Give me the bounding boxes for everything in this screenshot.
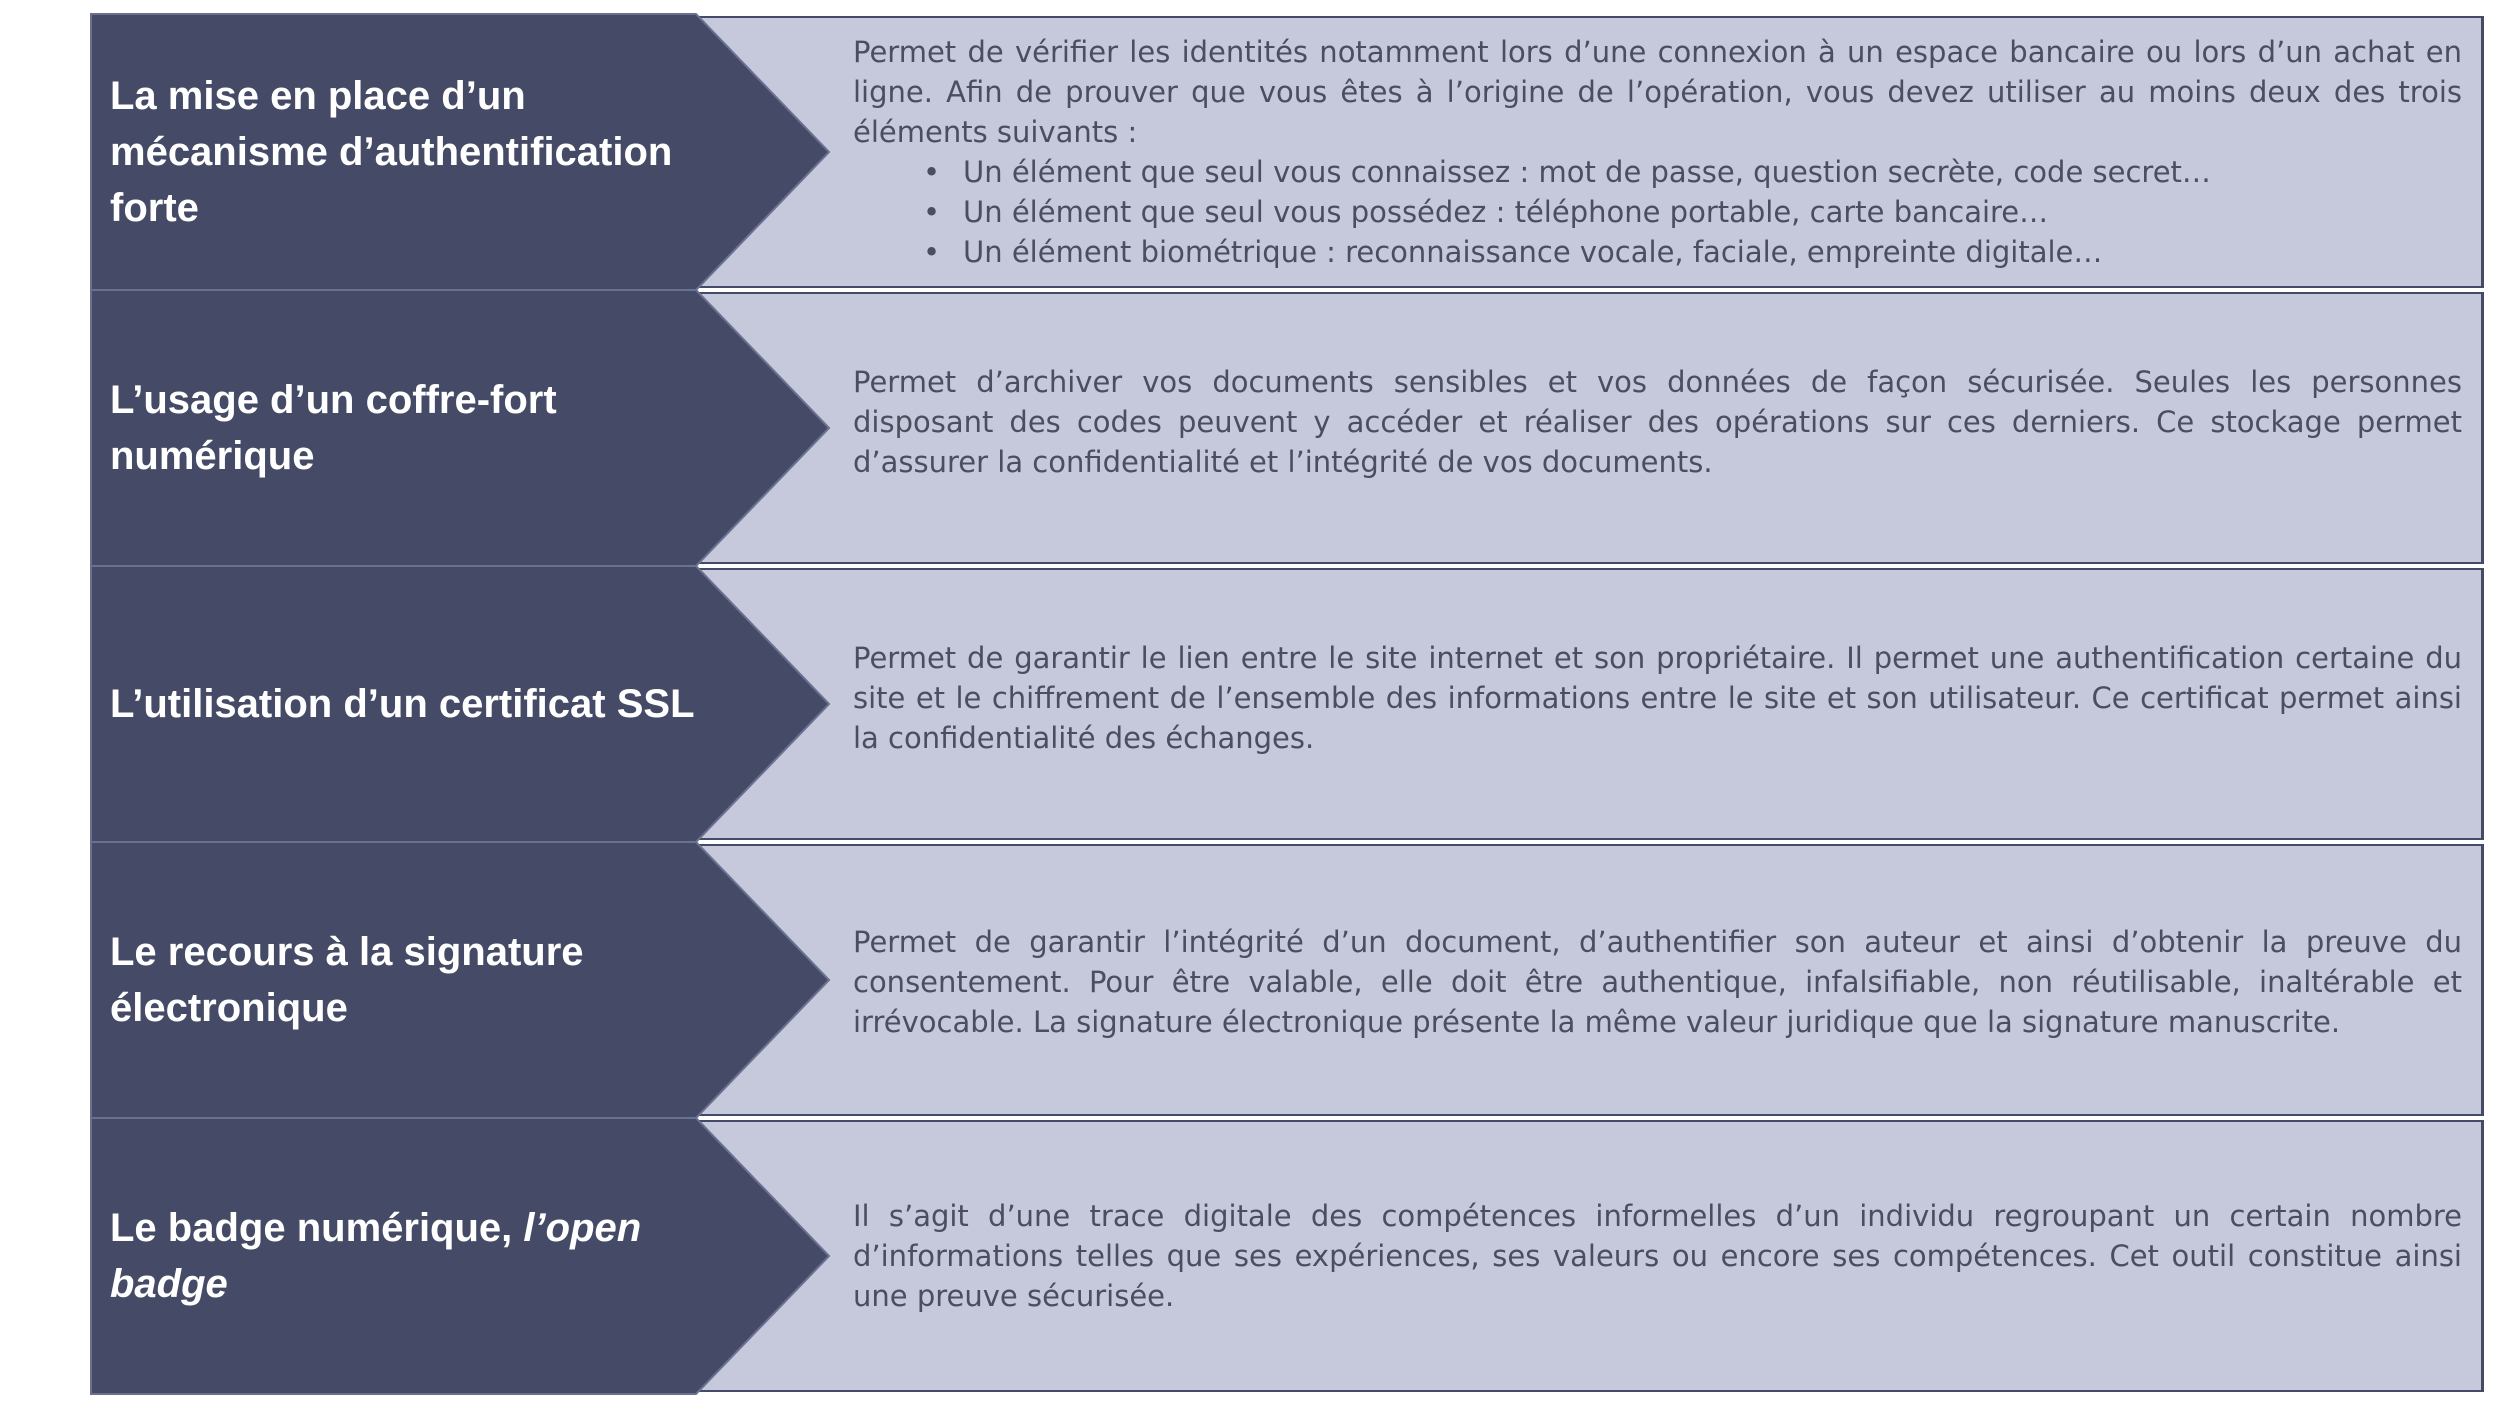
title-italic: l’open badge xyxy=(110,1206,642,1306)
row-description: Il s’agit d’une trace digitale des compétences informelles d’un individu regroupant un certain nombre d’informations telles que ses expériences, ses valeurs ou encore ses compétences. Cet outil constitue ainsi une preuve sécurisée. xyxy=(853,1199,2462,1313)
row-title: L’usage d’un coffre-fort numérique xyxy=(110,378,557,478)
row-description: Permet de garantir l’intégrité d’un document, d’authentifier son auteur et ainsi d’obtenir la preuve du consentement. Pour être valable, elle doit être authentique, infalsifiable, non réutilisable, inaltérable et irrévocable. La signature électronique présente la même valeur juridique que la signature manuscrite. xyxy=(853,925,2462,1039)
row-title: L’utilisation d’un certificat SSL xyxy=(110,682,695,726)
table-row xyxy=(91,290,2484,566)
row-description: Permet de garantir le lien entre le site internet et son propriétaire. Il permet une authentification certaine du site et le chiffrement de l’ensemble des informations entre le site et son utilisateur. Ce certificat permet ainsi la confidentialité des échanges. xyxy=(853,641,2462,755)
bullet-list xyxy=(853,152,2462,272)
list-item: • Un élément que seul vous possédez : téléphone portable, carte bancaire… xyxy=(963,192,2462,232)
list-item: • Un élément que seul vous connaissez : mot de passe, question secrète, code secret… xyxy=(963,152,2462,192)
table-row xyxy=(91,1118,2484,1394)
row-description: Permet de vérifier les identités notamment lors d’une connexion à un espace bancaire ou lors d’un achat en ligne. Afin de prouver que vous êtes à l’origine de l’opération, vous devez utiliser au moins deux des trois éléments suivants : • Un élément que seul vous connaissez : mot de passe, question secrète, code secret… • Un élément que seul vous possédez : téléphone portable, carte bancaire… • Un élément biométrique : reconnaissance vocale, faciale, empreinte digitale… xyxy=(853,14,2462,290)
table-row xyxy=(91,566,2484,842)
row-title: Le recours à la signature électronique xyxy=(110,930,584,1030)
list-item: • Un élément biométrique : reconnaissance vocale, faciale, empreinte digitale… xyxy=(963,232,2462,272)
row-description: Permet d’archiver vos documents sensibles et vos données de façon sécurisée. Seules les personnes disposant des codes peuvent y accéder et réaliser des opérations sur ces derniers. Ce stockage permet d’assurer la confidentialité et l’intégrité de vos documents. xyxy=(853,365,2462,479)
title-plain: Le badge numérique, xyxy=(110,1206,513,1250)
table-row xyxy=(91,842,2484,1118)
row-title: La mise en place d’un mécanisme d’authentification forte xyxy=(110,74,673,230)
security-measures-table xyxy=(91,14,2484,1406)
table-row xyxy=(91,14,2484,290)
row-title xyxy=(110,1118,750,1394)
